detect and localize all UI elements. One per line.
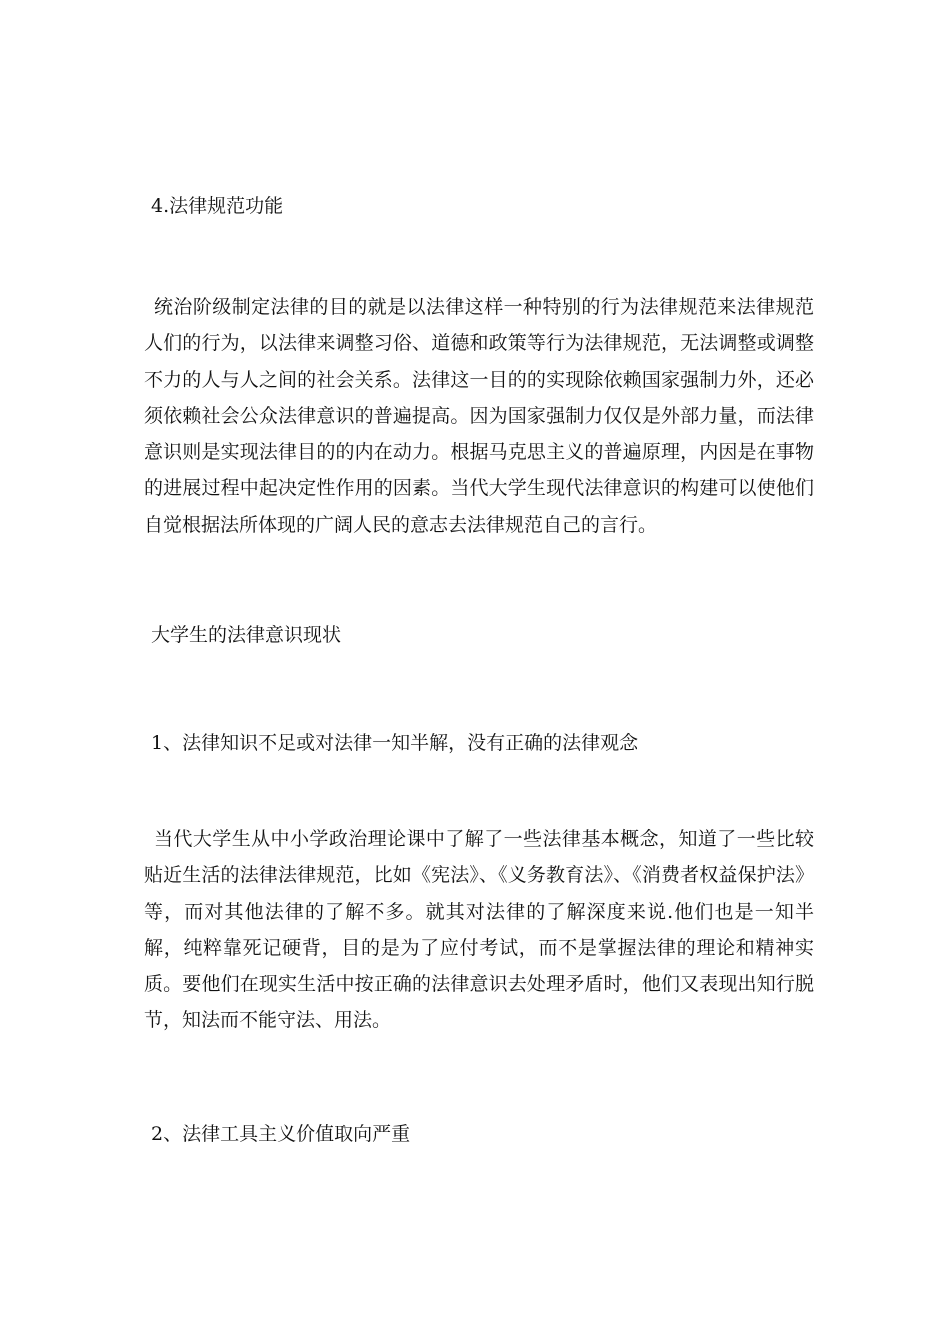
item-paragraph-insufficient-legal-knowledge: 当代大学生从中小学政治理论课中了解了一些法律基本概念，知道了一些比较贴近生活的法律法律规范，比如《宪法》、《义务教育法》、《消费者权益保护法》等，而对其他法律的了解不多。就其对法律的了解深度来说.他们也是一知半解，纯粹靠死记硬背，目的是为了应付考试，而不是掌握法律的理论和精神实质。要他们在现实生活中按正确的法律意识去处理矛盾时，他们又表现出知行脱节，知法而不能守法、用法。 xyxy=(144,828,814,1032)
item-heading-insufficient-legal-knowledge: 1、法律知识不足或对法律一知半解，没有正确的法律观念 xyxy=(151,732,639,754)
section-heading-student-legal-awareness-status: 大学生的法律意识现状 xyxy=(151,624,342,646)
item-heading-legal-instrumentalism: 2、法律工具主义价值取向严重 xyxy=(151,1123,411,1145)
section-paragraph-legal-norm-function: 统治阶级制定法律的目的就是以法律这样一种特别的行为法律规范来法律规范人们的行为，以法律来调整习俗、道德和政策等行为法律规范，无法调整或调整不力的人与人之间的社会关系。法律这一目的的实现除依赖国家强制力外，还必须依赖社会公众法律意识的普遍提高。因为国家强制力仅仅是外部力量，而法律意识则是实现法律目的的内在动力。根据马克思主义的普遍原理，内因是在事物的进展过程中起决定性作用的因素。当代大学生现代法律意识的构建可以使他们自觉根据法所体现的广阔人民的意志去法律规范自己的言行。 xyxy=(144,296,814,536)
section-heading-legal-norm-function: 4.法律规范功能 xyxy=(151,195,284,217)
